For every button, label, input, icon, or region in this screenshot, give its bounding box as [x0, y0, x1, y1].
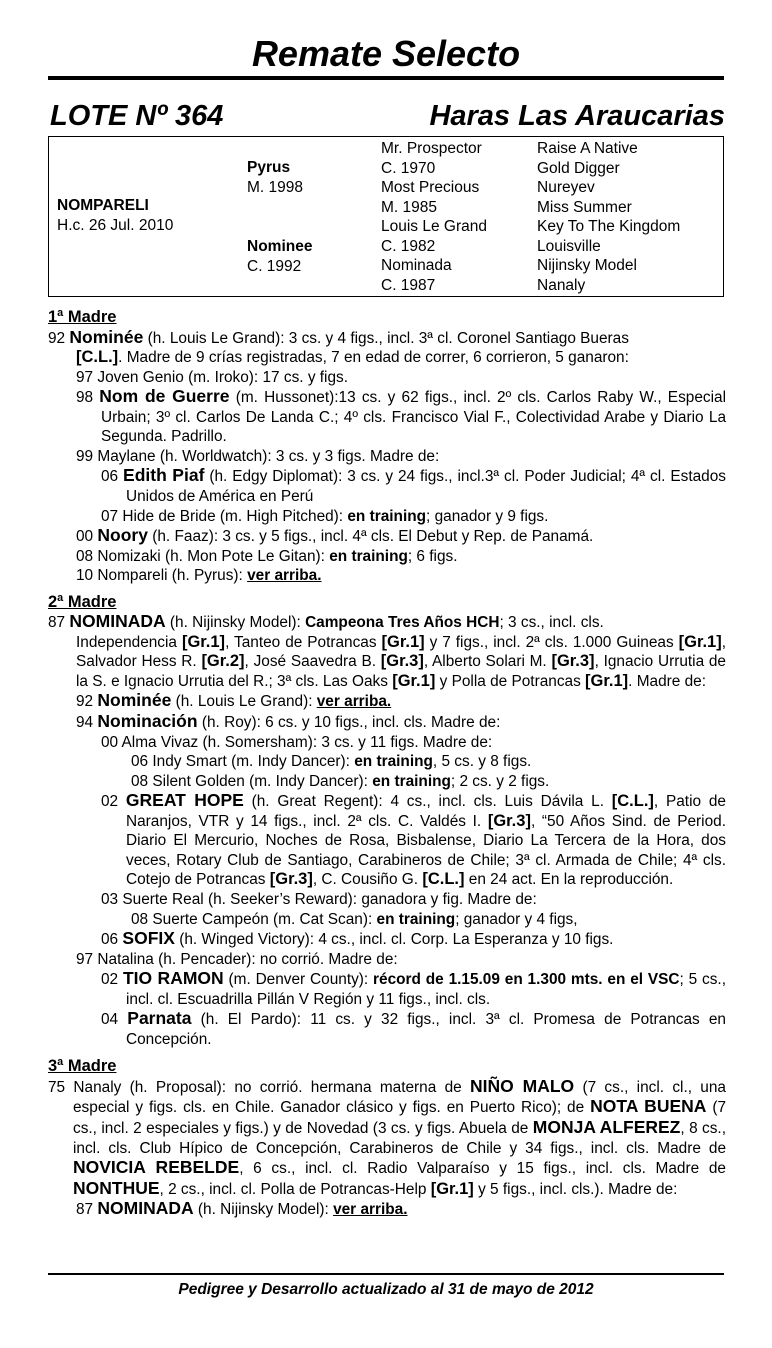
produce-entry: 87 NOMINADA (h. Nijinsky Model): ver arriba. [76, 1198, 408, 1219]
produce-entry: 98 Nom de Guerre (m. Hussonet):13 cs. y 62 figs., incl. 2º cls. Carlos Raby W., Especial Urbain; 3º cl. Carlos De Landa C.; 4º cls. Francisco Vial F., Colectividad Arabe y Diario La Segunda. Padrillo. [76, 386, 726, 446]
grandsire-2-info: C. 1982 [381, 238, 436, 255]
produce-entry: 97 Joven Genio (m. Iroko): 17 cs. y figs. [76, 368, 349, 386]
ancestor: Louisville [537, 238, 601, 255]
dam-entry: 92 Nominée (h. Louis Le Grand): 3 cs. y 4 figs., incl. 3ª cl. Coronel Santiago Bueras [48, 326, 629, 347]
produce-entry: 04 Parnata (h. El Pardo): 11 cs. y 32 figs., incl. 3ª cl. Promesa de Potrancas en Concepción. [101, 1008, 726, 1048]
produce-entry: 97 Natalina (h. Pencader): no corrió. Madre de: [76, 950, 398, 968]
sire-name: Pyrus [247, 159, 291, 176]
dam-entry: 75 Nanaly (h. Proposal): no corrió. hermana materna de NIÑO MALO (7 cs., incl. cl., una especial y figs. cls. en Chile. Ganador clásico y figs. en Puerto Rico); de NOTA BUENA (7 cs., incl. 2 especiales y figs.) y de Novedad (3 cs. y figs. Abuela de MONJA ALFEREZ, 8 cs., incl. cls. Club Hípico de Concepción, Carabineros de Chile y 34 figs., incl. cls. Madre de NOVICIA REBELDE, 6 cs., incl. cl. Radio Valparaíso y 15 figs., incl. cls. Madre de NONTHUE, 2 cs., incl. cl. Polla de Potrancas-Help [Gr.1] y 5 figs., incl. cls.). Madre de: [48, 1075, 726, 1198]
grandsire-1-info: C. 1970 [381, 160, 436, 177]
page-title: Remate Selecto [251, 33, 521, 74]
dam-entry-continued: Independencia [Gr.1], Tanteo de Potrancas [Gr.1] y 7 figs., incl. 2ª cls. 1.000 Guineas [Gr.1], Salvador Hess R. [Gr.2], José Saavedra B. [Gr.3], Alberto Solari M. [Gr.3], Ignacio Urrutia de la S. e Ignacio Urrutia del R.; 3ª cls. Las Oaks [Gr.1] y Polla de Potrancas [Gr.1]. Madre de: [76, 632, 726, 690]
horse-name: NOMPARELI [57, 197, 149, 214]
lot-number: LOTE Nº 364 [50, 100, 224, 132]
ancestor: Key To The Kingdom [537, 218, 681, 235]
granddam-1-info: M. 1985 [381, 199, 438, 216]
ancestor: Raise A Native [537, 140, 638, 157]
produce-entry: 03 Suerte Real (h. Seeker’s Reward): ganadora y fig. Madre de: [101, 890, 537, 908]
dam-info: C. 1992 [247, 258, 302, 275]
produce-entry: 00 Alma Vivaz (h. Somersham): 3 cs. y 11 figs. Madre de: [101, 733, 493, 751]
footer-note: Pedigree y Desarrollo actualizado al 31 de mayo de 2012 [178, 1281, 594, 1298]
produce-entry: 00 Noory (h. Faaz): 3 cs. y 5 figs., incl. 4ª cls. El Debut y Rep. de Panamá. [76, 525, 594, 546]
produce-entry: 08 Nomizaki (h. Mon Pote Le Gitan): en training; 6 figs. [76, 547, 458, 565]
dam-name: Nominee [247, 238, 313, 255]
family-record [48, 308, 726, 1220]
horse-info: H.c. 26 Jul. 2010 [57, 217, 174, 234]
ancestor: Nureyev [537, 179, 595, 196]
stud-name: Haras Las Araucarias [429, 100, 725, 132]
title-rule [48, 76, 724, 80]
produce-entry: 92 Nominée (h. Louis Le Grand): ver arriba. [76, 690, 392, 711]
produce-entry: 99 Maylane (h. Worldwatch): 3 cs. y 3 figs. Madre de: [76, 447, 440, 465]
produce-entry: 94 Nominación (h. Roy): 6 cs. y 10 figs., incl. cls. Madre de: [76, 711, 501, 732]
produce-entry: 07 Hide de Bride (m. High Pitched): en training; ganador y 9 figs. [101, 507, 549, 525]
produce-entry: 06 Indy Smart (m. Indy Dancer): en training, 5 cs. y 8 figs. [131, 753, 532, 771]
produce-entry: 06 SOFIX (h. Winged Victory): 4 cs., incl. cl. Corp. La Esperanza y 10 figs. [101, 928, 614, 949]
grandsire-1: Mr. Prospector [381, 140, 482, 157]
granddam-2-info: C. 1987 [381, 277, 436, 294]
dam-entry: 87 NOMINADA (h. Nijinsky Model): Campeona Tres Años HCH; 3 cs., incl. cls. [48, 611, 604, 632]
pedigree-table [48, 136, 724, 297]
produce-entry: 08 Silent Golden (m. Indy Dancer): en training; 2 cs. y 2 figs. [131, 772, 550, 790]
ancestor: Miss Summer [537, 199, 632, 216]
produce-entry: 02 GREAT HOPE (h. Great Regent): 4 cs., incl. cls. Luis Dávila L. [C.L.], Patio de Naranjos, VTR y 14 figs., incl. 2ª cls. C. Valdés I. [Gr.3], “50 Años Sind. de Period. Diario El Mercurio, Noches de Rosa, Bisbalense, Diario La Tercera de la Hora, dos veces, Rotary Club de Santiago, Carabineros de Chile; 3ª cl. Armada de Chile; 4ª cls. Cotejo de Potrancas [Gr.3], C. Cousiño G. [C.L.] en 24 act. En la reproducción. [101, 790, 726, 889]
ancestor: Gold Digger [537, 160, 620, 177]
grandsire-2: Louis Le Grand [381, 218, 487, 235]
ancestor: Nanaly [537, 277, 586, 294]
granddam-1: Most Precious [381, 179, 480, 196]
produce-entry: 08 Suerte Campeón (m. Cat Scan): en training; ganador y 4 figs, [131, 910, 578, 928]
ancestor: Nijinsky Model [537, 257, 637, 274]
sire-info: M. 1998 [247, 179, 304, 196]
produce-entry: 06 Edith Piaf (h. Edgy Diplomat): 3 cs. y 24 figs., incl.3ª cl. Poder Judicial; 4ª cl. Estados Unidos de América en Perú [101, 465, 726, 505]
section-heading: 1ª Madre [48, 308, 117, 326]
footer-rule [48, 1273, 724, 1275]
section-heading: 3ª Madre [48, 1057, 117, 1076]
produce-entry: 02 TIO RAMON (m. Denver County): récord de 1.15.09 en 1.300 mts. en el VSC; 5 cs., incl. cl. Escuadrilla Pillán V Región y 11 figs., incl. cls. [101, 968, 726, 1008]
dam-entry-continued: [C.L.]. Madre de 9 crías registradas, 7 en edad de correr, 6 corrieron, 5 ganaron: [76, 348, 629, 367]
granddam-2: Nominada [381, 257, 452, 274]
section-heading: 2ª Madre [48, 592, 117, 611]
produce-entry: 10 Nompareli (h. Pyrus): ver arriba. [76, 567, 322, 585]
